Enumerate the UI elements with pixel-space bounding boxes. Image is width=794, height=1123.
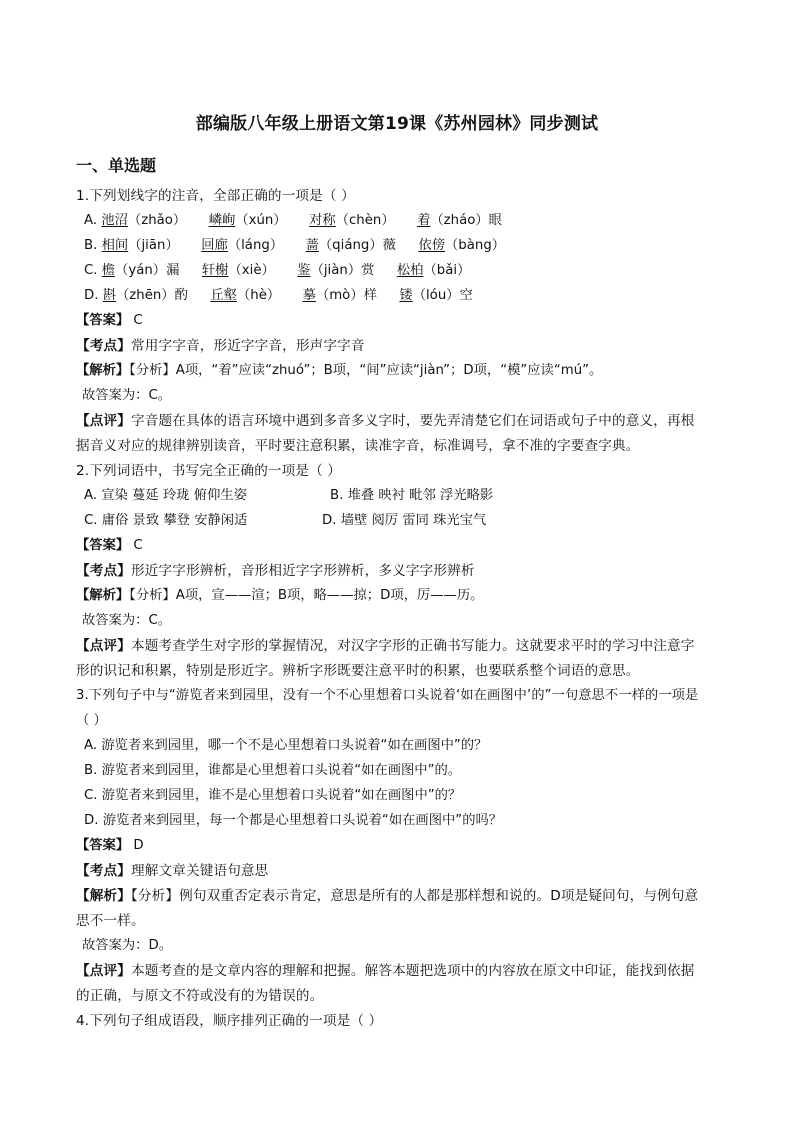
q3-kaodian bbox=[76, 861, 268, 881]
q1-option-a bbox=[84, 211, 502, 231]
underlined-char: 松柏 bbox=[396, 263, 424, 278]
underlined-char: 镂 bbox=[399, 288, 413, 303]
q3-option-c: C. 游览者来到园里，谁不是心里想着口头说着“如在画图中”的？ bbox=[84, 788, 462, 803]
q3-option-d: D. 游览者来到园里，每一个都是心里想着口头说着“如在画图中”的吗？ bbox=[84, 813, 503, 828]
jiexi-tag: 【解析】 bbox=[76, 588, 130, 603]
q3-dianping-cont: 的正确，与原文不符或没有的为错误的。 bbox=[76, 988, 324, 1004]
q2-jiexi bbox=[76, 586, 483, 606]
jiexi-text: A项，“着”应读“zhuó”；B项，“间”应读“jiàn”；D项，“模”应读“mú”。 bbox=[175, 363, 603, 378]
underlined-char: 摹 bbox=[302, 288, 316, 303]
pinyin: （jiàn）赏 bbox=[310, 263, 375, 278]
q1-jiexi bbox=[76, 361, 602, 381]
pinyin: （xún） bbox=[235, 213, 287, 228]
q2-dianping-cont: 形的识记和积累，特别是形近字。辨析字形既要注意平时的积累，也要联系整个词语的意思。 bbox=[76, 663, 640, 679]
jiexi-tag: 【解析】 bbox=[76, 363, 130, 378]
pinyin: （lóu）空 bbox=[412, 288, 473, 303]
kaodian-tag: 【考点】 bbox=[76, 863, 131, 879]
fenxi-tag: 【分析】 bbox=[129, 588, 176, 603]
option-label: B. bbox=[84, 238, 98, 253]
q3-option-b: B. 游览者来到园里，谁都是心里想着口头说着“如在画图中”的。 bbox=[84, 763, 462, 778]
pinyin: （xiè） bbox=[228, 263, 275, 278]
q3-dianping bbox=[76, 961, 694, 981]
answer-value: C bbox=[133, 538, 143, 553]
dianping-tag: 【点评】 bbox=[76, 963, 131, 979]
pinyin: （zhǎo） bbox=[127, 213, 187, 228]
kaodian-text: 理解文章关键语句意思 bbox=[130, 863, 269, 879]
answer-tag: 【答案】 bbox=[76, 313, 130, 328]
underlined-char: 丘壑 bbox=[210, 288, 237, 303]
q3-stem-cont: （ ） bbox=[76, 713, 107, 728]
underlined-char: 嶙峋 bbox=[208, 213, 236, 228]
q3-conclusion: 故答案为：D。 bbox=[82, 938, 173, 953]
jiexi-text: 例句双重否定表示肯定，意思是所有的人都是那样想和说的。D项是疑问句，与例句意 bbox=[179, 888, 699, 904]
q2-stem: 2.下列词语中，书写完全正确的一项是（ ） bbox=[76, 463, 342, 479]
answer-tag: 【答案】 bbox=[76, 838, 130, 853]
q1-stem: 1.下列划线字的注音，全部正确的一项是（ ） bbox=[76, 188, 355, 204]
jiexi-text: A项，宣——渲；B项，略——掠；D项，厉——历。 bbox=[175, 588, 484, 603]
dianping-text: 本题考查学生对字形的掌握情况，对汉字字形的正确书写能力。这就要求平时的学习中注意字 bbox=[130, 638, 695, 654]
pinyin: （yán）漏 bbox=[115, 263, 180, 278]
q3-jiexi-cont: 思不一样。 bbox=[76, 913, 145, 929]
underlined-char: 鉴 bbox=[297, 263, 311, 278]
kaodian-tag: 【考点】 bbox=[76, 563, 131, 579]
underlined-char: 相间 bbox=[101, 238, 129, 253]
q1-option-b bbox=[84, 236, 505, 256]
underlined-char: 依傍 bbox=[418, 238, 445, 253]
q1-option-d bbox=[84, 286, 473, 306]
underlined-char: 轩榭 bbox=[201, 263, 229, 278]
dianping-tag: 【点评】 bbox=[76, 413, 131, 429]
q2-answer bbox=[76, 536, 143, 556]
q3-jiexi bbox=[76, 886, 698, 906]
q1-dianping-cont: 据音义对应的规律辨别读音，平时要注意积累，读准字音，标准调号，拿不准的字要查字典。 bbox=[76, 438, 640, 454]
jiexi-tag: 【解析】 bbox=[76, 888, 131, 904]
pinyin: （mò）样 bbox=[315, 288, 377, 303]
pinyin: （qiáng）薇 bbox=[318, 238, 396, 253]
q1-conclusion: 故答案为：C。 bbox=[82, 388, 172, 403]
option-label: C. bbox=[84, 263, 98, 278]
underlined-char: 檐 bbox=[101, 263, 116, 278]
fenxi-tag: 【分析】 bbox=[129, 363, 176, 378]
answer-value: D bbox=[133, 838, 144, 853]
dianping-text: 本题考查的是文章内容的理解和把握。解答本题把选项中的内容放在原文中印证，能找到依据 bbox=[130, 963, 695, 979]
q3-stem: 3.下列句子中与“游览者来到园里，没有一个不心里想着口头说着‘如在画图中’的”一句意思不一样的一项是 bbox=[76, 688, 699, 703]
underlined-char: 回廊 bbox=[201, 238, 228, 253]
option-label: A. bbox=[84, 213, 98, 228]
q1-dianping bbox=[76, 411, 694, 431]
pinyin: （chèn） bbox=[335, 213, 395, 228]
pinyin: （hè） bbox=[236, 288, 281, 303]
pinyin: （bàng） bbox=[445, 238, 506, 253]
underlined-char: 斟 bbox=[102, 288, 116, 303]
q1-option-c bbox=[84, 261, 470, 281]
page-title: 部编版八年级上册语文第19课《苏州园林》同步测试 bbox=[195, 114, 599, 134]
pinyin: （zháo）眼 bbox=[430, 213, 502, 228]
fenxi-tag: 【分析】 bbox=[130, 888, 180, 904]
pinyin: （bǎi） bbox=[423, 263, 471, 278]
q2-option-b: B. 堆叠 映衬 毗邻 浮光略影 bbox=[330, 488, 494, 503]
q1-kaodian bbox=[76, 336, 365, 356]
q1-answer bbox=[76, 311, 143, 331]
pinyin: （jiān） bbox=[128, 238, 179, 253]
kaodian-tag: 【考点】 bbox=[76, 338, 131, 354]
underlined-char: 对称 bbox=[309, 213, 336, 228]
pinyin: （láng） bbox=[227, 238, 284, 253]
q2-kaodian bbox=[76, 561, 475, 581]
kaodian-text: 形近字字形辨析，音形相近字字形辨析，多义字字形辨析 bbox=[130, 563, 475, 579]
q2-option-a: A. 宣染 蔓延 玲珑 俯仰生姿 bbox=[84, 488, 247, 503]
q2-conclusion: 故答案为：C。 bbox=[82, 613, 172, 628]
q4-stem: 4.下列句子组成语段，顺序排列正确的一项是（ ） bbox=[76, 1013, 383, 1029]
q2-dianping bbox=[76, 636, 694, 656]
section-heading: 一、单选题 bbox=[76, 156, 157, 175]
underlined-char: 蔷 bbox=[305, 238, 319, 253]
underlined-char: 池沼 bbox=[101, 213, 128, 228]
answer-value: C bbox=[133, 313, 143, 328]
option-label: D. bbox=[84, 288, 99, 303]
pinyin: （zhēn）酌 bbox=[116, 288, 188, 303]
kaodian-text: 常用字字音，形近字字音，形声字字音 bbox=[130, 338, 365, 354]
dianping-text: 字音题在具体的语言环境中遇到多音多义字时，要先弄清楚它们在词语或句子中的意义，再根 bbox=[130, 413, 695, 429]
answer-tag: 【答案】 bbox=[76, 538, 130, 553]
underlined-char: 着 bbox=[417, 213, 431, 228]
dianping-tag: 【点评】 bbox=[76, 638, 131, 654]
q2-option-c: C. 庸俗 景致 攀登 安静闲适 bbox=[84, 513, 248, 528]
q2-option-d: D. 墙壁 阅厉 雷同 珠光宝气 bbox=[322, 513, 487, 528]
q3-answer bbox=[76, 836, 144, 856]
q3-option-a: A. 游览者来到园里，哪一个不是心里想着口头说着“如在画图中”的？ bbox=[84, 738, 488, 753]
